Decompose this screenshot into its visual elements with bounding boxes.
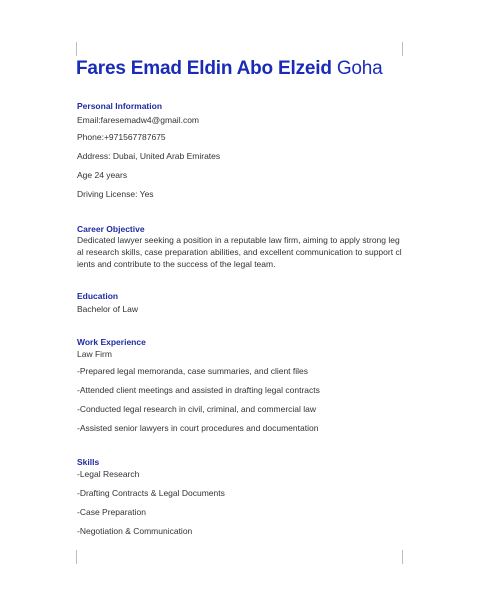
- work-company: Law Firm: [77, 349, 112, 359]
- skill-item: -Drafting Contracts & Legal Documents: [77, 488, 225, 498]
- skill-item: -Legal Research: [77, 469, 140, 479]
- name-bold: Fares Emad Eldin Abo Elzeid: [76, 58, 332, 79]
- career-objective-text: Dedicated lawyer seeking a position in a reputable law firm, aiming to apply strong legal research skills, case preparation abilities, and excellent communication to support clients and contribute to the success of the legal team.: [77, 235, 402, 269]
- work-item: -Attended client meetings and assisted in drafting legal contracts: [77, 385, 320, 395]
- work-item: -Assisted senior lawyers in court procedures and documentation: [77, 423, 319, 433]
- name-light: Goha: [336, 58, 383, 79]
- skill-item: -Negotiation & Communication: [77, 526, 193, 536]
- crop-mark-top-right: [402, 42, 403, 56]
- skills-heading: Skills: [77, 457, 100, 467]
- email-line: Email:faresemadw4@gmail.com: [77, 115, 200, 125]
- personal-heading: Personal Information: [77, 101, 163, 111]
- education-heading: Education: [77, 291, 119, 301]
- work-item: -Conducted legal research in civil, criminal, and commercial law: [77, 404, 317, 414]
- work-item: -Prepared legal memoranda, case summaries, and client files: [77, 366, 309, 376]
- education-degree: Bachelor of Law: [77, 304, 138, 314]
- skill-item: -Case Preparation: [77, 507, 146, 517]
- career-heading: Career Objective: [77, 224, 145, 234]
- crop-mark-bottom-right: [402, 550, 403, 564]
- age-line: Age 24 years: [77, 170, 128, 180]
- address-line: Address: Dubai, United Arab Emirates: [77, 151, 221, 161]
- driving-license-line: Driving License: Yes: [77, 189, 154, 199]
- name-header: [76, 52, 383, 79]
- work-heading: Work Experience: [77, 337, 146, 347]
- phone-line: Phone:+971567787675: [77, 132, 166, 142]
- crop-mark-bottom-left: [76, 550, 77, 564]
